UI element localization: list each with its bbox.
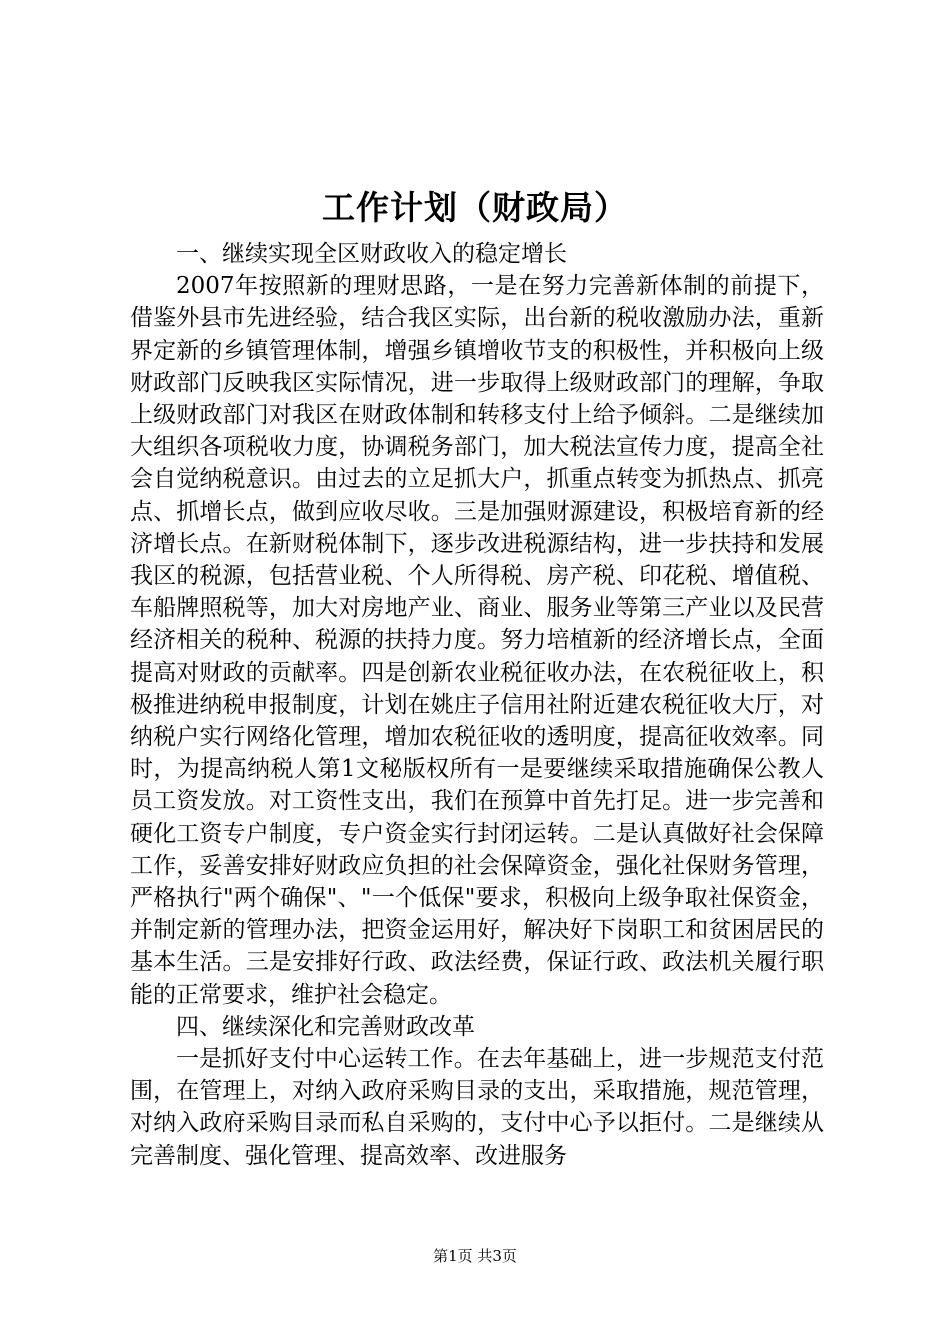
body-paragraph-2: 一是抓好支付中心运转工作。在去年基础上，进一步规范支付范围，在管理上，对纳入政府采购目录的支出，采取措施，规范管理，对纳入政府采购目录而私自采购的，支付中心予以拒付。二是继续从完善制度、强化管理、提高效率、改进服务	[130, 1046, 824, 1169]
document-title: 工作计划（财政局）	[322, 188, 628, 227]
document-body	[130, 238, 824, 1172]
section-heading-1: 一、继续实现全区财政收入的稳定增长	[176, 241, 567, 267]
page-footer: 第1页 共3页	[433, 1247, 517, 1265]
section-heading-4: 四、继续深化和完善财政改革	[176, 1013, 475, 1040]
body-paragraph-1: 2007年按照新的理财思路，一是在努力完善新体制的前提下，借鉴外县市先进经验，结合我区实际，出台新的税收激励办法，重新界定新的乡镇管理体制，增强乡镇增收节支的积极性，并积极向上级财政部门反映我区实际情况，进一步取得上级财政部门的理解，争取上级财政部门对我区在财政体制和转移支付上给予倾斜。二是继续加大组织各项税收力度，协调税务部门，加大税法宣传力度，提高全社会自觉纳税意识。由过去的立足抓大户，抓重点转变为抓热点、抓亮点、抓增长点，做到应收尽收。三是加强财源建设，积极培育新的经济增长点。在新财税体制下，逐步改进税源结构，进一步扶持和发展我区的税源，包括营业税、个人所得税、房产税、印花税、增值税、车船牌照税等，加大对房地产业、商业、服务业等第三产业以及民营经济相关的税种、税源的扶持力度。努力培植新的经济增长点，全面提高对财政的贡献率。四是创新农业税征收办法，在农税征收上，积极推进纳税申报制度，计划在姚庄子信用社附近建农税征收大厅，对纳税户实行网络化管理，增加农税征收的透明度，提高征收效率。同时，为提高纳税人第1文秘版权所有一是要继续采取措施确保公教人员工资发放。对工资性支出，我们在预算中首先打足。进一步完善和硬化工资专户制度，专户资金实行封闭运转。二是认真做好社会保障工作，妥善安排好财政应负担的社会保障资金，强化社保财务管理，严格执行"两个确保"、"一个低保"要求，积极向上级争取社保资金，并制定新的管理办法，把资金运用好，解决好下岗职工和贫困居民的基本生活。三是安排好行政、政法经费，保证行政、政法机关履行职能的正常要求，维护社会稳定。	[130, 273, 824, 1008]
